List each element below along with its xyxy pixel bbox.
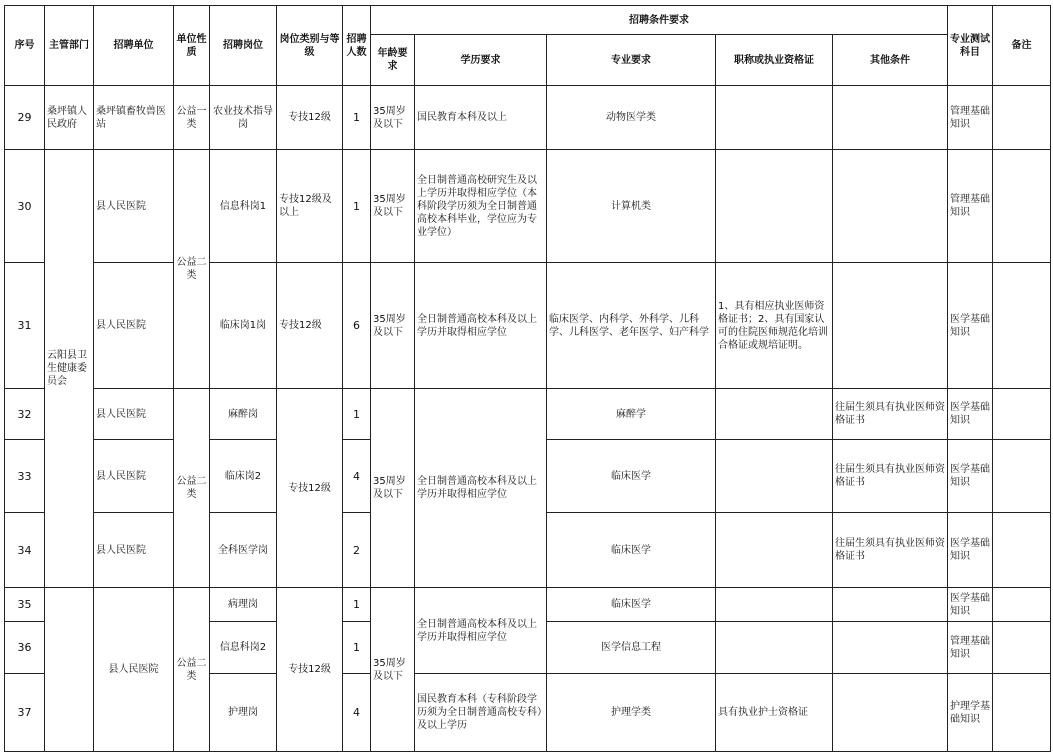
age-cell: 35周岁及以下 (371, 588, 415, 752)
cert-cell (716, 588, 833, 622)
post-cell: 临床岗2 (210, 440, 277, 513)
cert-cell (716, 622, 833, 674)
remark-cell (993, 150, 1051, 263)
recruitment-table-sheet (4, 5, 1051, 752)
seq-cell: 29 (5, 86, 45, 150)
other-cell: 往届生须具有执业医师资格证书 (833, 389, 948, 440)
dept-cell: 云阳县卫生健康委员会 (45, 150, 94, 588)
other-cell (833, 674, 948, 752)
seq-cell: 36 (5, 622, 45, 674)
seq-cell: 31 (5, 263, 45, 389)
major-cell: 医学信息工程 (547, 622, 716, 674)
major-cell: 临床医学、内科学、外科学、儿科学、儿科医学、老年医学、妇产科学 (547, 263, 716, 389)
other-cell (833, 86, 948, 150)
col-post: 招聘岗位 (210, 6, 277, 86)
post-cell: 信息科岗2 (210, 622, 277, 674)
cert-cell (716, 86, 833, 150)
col-conditions: 招聘条件要求 (371, 6, 948, 35)
major-cell: 动物医学类 (547, 86, 716, 150)
test-cell: 医学基础知识 (948, 389, 993, 440)
remark-cell (993, 622, 1051, 674)
test-cell: 管理基础知识 (948, 622, 993, 674)
count-cell: 1 (343, 588, 371, 622)
table-row (5, 389, 1051, 440)
count-cell: 1 (343, 86, 371, 150)
unit-cell: 县人民医院 (94, 389, 174, 440)
col-cert: 职称或执业资格证 (716, 35, 833, 86)
unit-type-cell: 公益二类 (174, 588, 210, 752)
unit-cell: 县人民医院 (94, 513, 174, 588)
count-cell: 1 (343, 389, 371, 440)
unit-type-cell: 公益二类 (174, 150, 210, 389)
age-cell: 35周岁及以下 (371, 263, 415, 389)
cert-cell (716, 513, 833, 588)
unit-type-cell: 公益二类 (174, 389, 210, 588)
cert-cell (716, 150, 833, 263)
remark-cell (993, 674, 1051, 752)
other-cell (833, 622, 948, 674)
post-cell: 信息科岗1 (210, 150, 277, 263)
header-row-1 (5, 6, 1051, 35)
count-cell: 1 (343, 150, 371, 263)
col-age: 年龄要求 (371, 35, 415, 86)
col-edu: 学历要求 (415, 35, 547, 86)
count-cell: 4 (343, 674, 371, 752)
count-cell: 1 (343, 622, 371, 674)
test-cell: 医学基础知识 (948, 440, 993, 513)
edu-cell: 全日制普通高校本科及以上学历并取得相应学位 (415, 389, 547, 588)
col-seq: 序号 (5, 6, 45, 86)
age-cell: 35周岁及以下 (371, 86, 415, 150)
unit-cell: 县人民医院 (94, 263, 174, 389)
col-count: 招聘人数 (343, 6, 371, 86)
recruitment-table (4, 5, 1051, 752)
other-cell: 往届生须具有执业医师资格证书 (833, 440, 948, 513)
unit-cell: 县人民医院 (94, 440, 174, 513)
grade-cell: 专技12级及以上 (277, 150, 343, 263)
test-cell: 医学基础知识 (948, 588, 993, 622)
cert-cell: 1、具有相应执业医师资格证书；2、具有国家认可的住院医师规范化培训合格证或规培证明。 (716, 263, 833, 389)
grade-cell: 专技12级 (277, 263, 343, 389)
cert-cell: 具有执业护士资格证 (716, 674, 833, 752)
cert-cell (716, 440, 833, 513)
table-row (5, 263, 1051, 389)
edu-cell: 全日制普通高校研究生及以上学历并取得相应学位（本科阶段学历须为全日制普通高校本科毕业，学位应为专业学位） (415, 150, 547, 263)
grade-cell: 专技12级 (277, 86, 343, 150)
seq-cell: 32 (5, 389, 45, 440)
other-cell (833, 263, 948, 389)
col-other: 其他条件 (833, 35, 948, 86)
col-post-grade: 岗位类别与等级 (277, 6, 343, 86)
remark-cell (993, 86, 1051, 150)
remark-cell (993, 389, 1051, 440)
post-cell: 病理岗 (210, 588, 277, 622)
count-cell: 2 (343, 513, 371, 588)
count-cell: 6 (343, 263, 371, 389)
age-cell: 35周岁及以下 (371, 389, 415, 588)
col-major: 专业要求 (547, 35, 716, 86)
col-dept: 主管部门 (45, 6, 94, 86)
remark-cell (993, 513, 1051, 588)
unit-type-cell: 公益一类 (174, 86, 210, 150)
test-cell: 管理基础知识 (948, 150, 993, 263)
seq-cell: 35 (5, 588, 45, 622)
dept-cell: 桑坪镇人民政府 (45, 86, 94, 150)
cert-cell (716, 389, 833, 440)
major-cell: 麻醉学 (547, 389, 716, 440)
edu-cell: 国民教育本科及以上 (415, 86, 547, 150)
post-cell: 临床岗1岗 (210, 263, 277, 389)
table-row (5, 588, 1051, 622)
major-cell: 临床医学 (547, 513, 716, 588)
test-cell: 管理基础知识 (948, 86, 993, 150)
edu-cell: 国民教育本科（专科阶段学历须为全日制普通高校专科）及以上学历 (415, 674, 547, 752)
col-unit-type: 单位性质 (174, 6, 210, 86)
post-cell: 护理岗 (210, 674, 277, 752)
post-cell: 农业技术指导岗 (210, 86, 277, 150)
unit-cell: 县人民医院 (94, 588, 174, 752)
major-cell: 临床医学 (547, 440, 716, 513)
other-cell (833, 588, 948, 622)
age-cell: 35周岁及以下 (371, 150, 415, 263)
dept-cell (45, 588, 94, 752)
post-cell: 全科医学岗 (210, 513, 277, 588)
col-unit: 招聘单位 (94, 6, 174, 86)
col-remark: 备注 (993, 6, 1051, 86)
grade-cell: 专技12级 (277, 389, 343, 588)
seq-cell: 37 (5, 674, 45, 752)
col-test: 专业测试科目 (948, 6, 993, 86)
seq-cell: 34 (5, 513, 45, 588)
seq-cell: 30 (5, 150, 45, 263)
test-cell: 医学基础知识 (948, 263, 993, 389)
other-cell (833, 150, 948, 263)
unit-cell: 桑坪镇畜牧兽医站 (94, 86, 174, 150)
grade-cell: 专技12级 (277, 588, 343, 752)
remark-cell (993, 440, 1051, 513)
major-cell: 计算机类 (547, 150, 716, 263)
remark-cell (993, 588, 1051, 622)
edu-cell: 全日制普通高校本科及以上学历并取得相应学位 (415, 263, 547, 389)
edu-cell: 全日制普通高校本科及以上学历并取得相应学位 (415, 588, 547, 674)
table-row (5, 86, 1051, 150)
count-cell: 4 (343, 440, 371, 513)
test-cell: 护理学基础知识 (948, 674, 993, 752)
test-cell: 医学基础知识 (948, 513, 993, 588)
post-cell: 麻醉岗 (210, 389, 277, 440)
remark-cell (993, 263, 1051, 389)
unit-cell: 县人民医院 (94, 150, 174, 263)
seq-cell: 33 (5, 440, 45, 513)
table-row (5, 150, 1051, 263)
other-cell: 往届生须具有执业医师资格证书 (833, 513, 948, 588)
major-cell: 护理学类 (547, 674, 716, 752)
major-cell: 临床医学 (547, 588, 716, 622)
